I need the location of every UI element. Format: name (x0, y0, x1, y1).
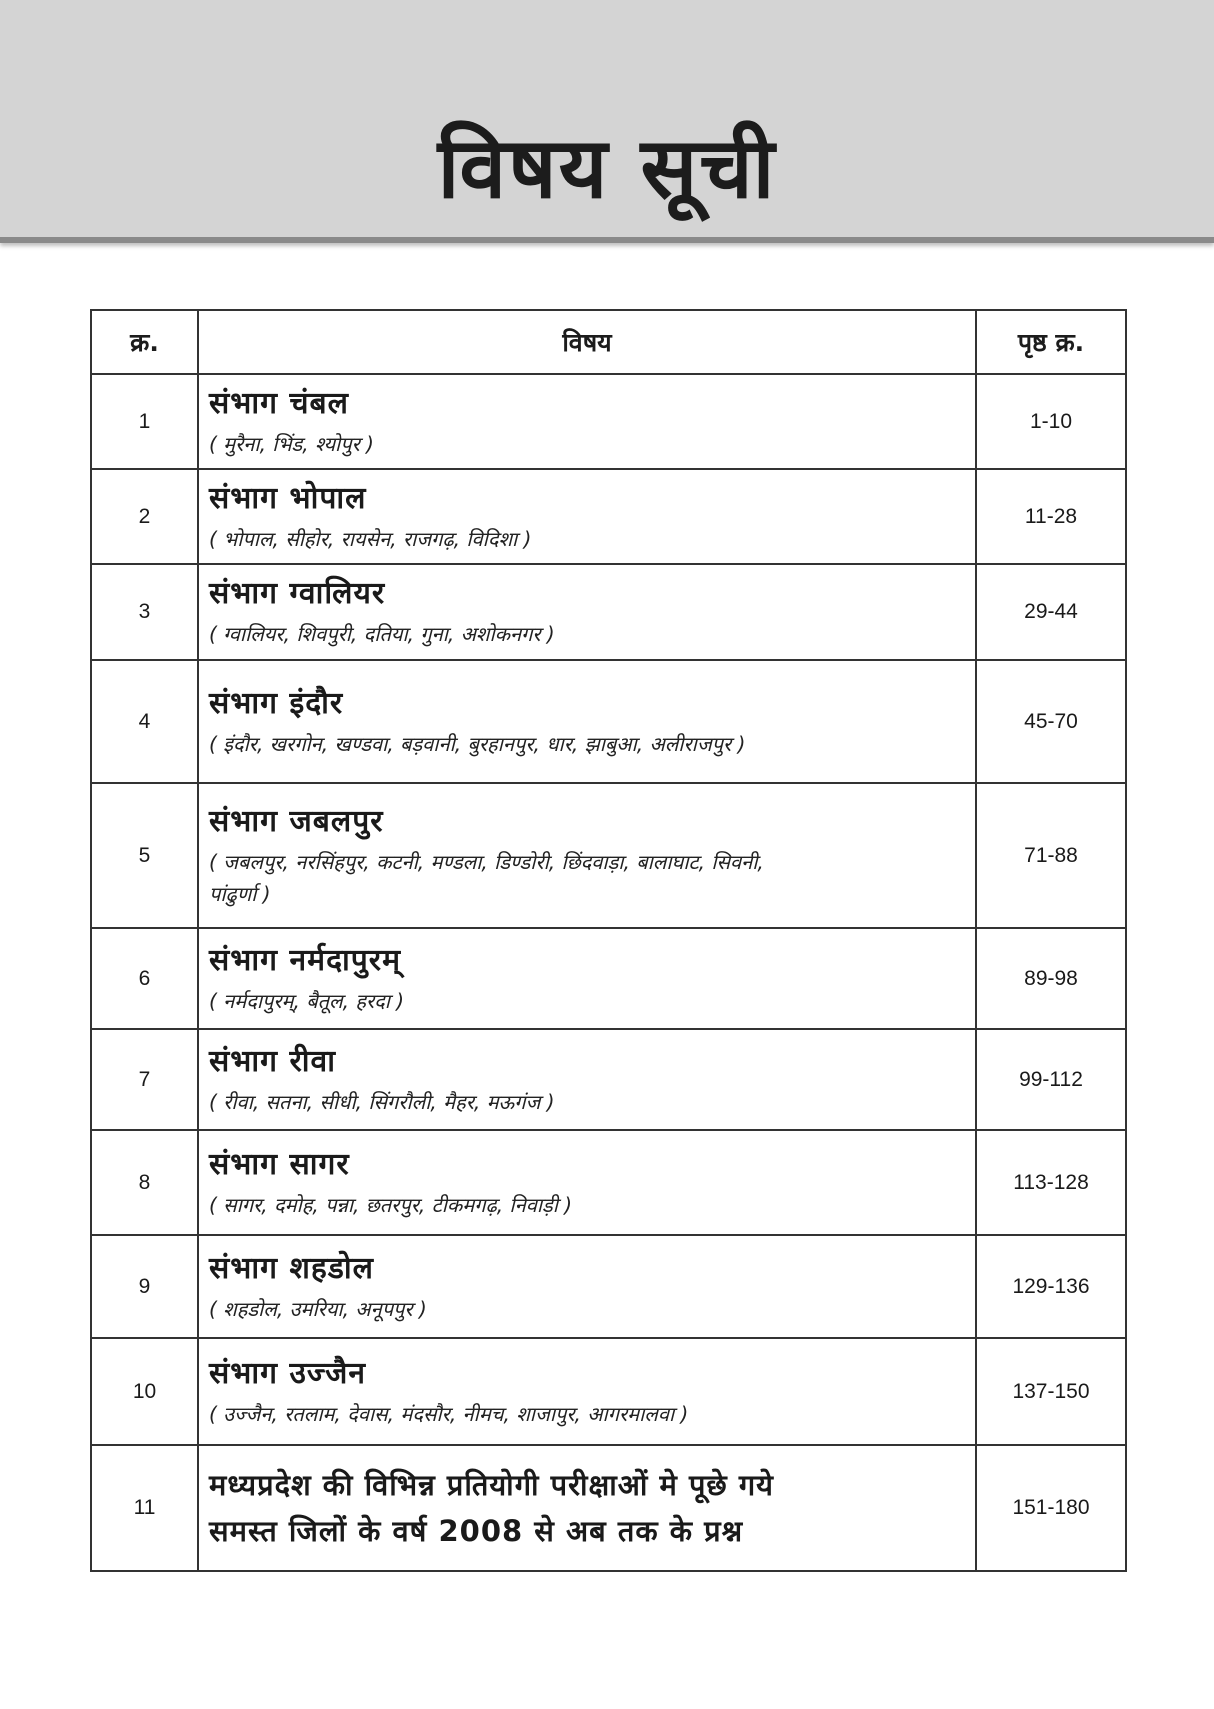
table-row (91, 783, 1126, 928)
row-subject (198, 1338, 976, 1445)
row-subject (198, 660, 976, 783)
row-subject (198, 374, 976, 469)
division-name: संभाग रीवा (209, 1043, 336, 1079)
row-number: 3 (91, 564, 198, 660)
row-number: 8 (91, 1130, 198, 1235)
page-title: विषय सूची (437, 119, 777, 217)
row-subject (198, 564, 976, 660)
district-list: ( नर्मदापुरम्, बैतूल, हरदा ) (209, 988, 405, 1013)
header-serial-number: क्र. (91, 310, 198, 374)
row-page-range: 11-28 (976, 469, 1126, 564)
division-name: संभाग उज्जैन (209, 1355, 366, 1391)
row-number: 10 (91, 1338, 198, 1445)
row-number: 9 (91, 1235, 198, 1338)
title-banner (0, 0, 1214, 243)
division-name: संभाग ग्वालियर (209, 576, 386, 611)
row-page-range: 1-10 (976, 374, 1126, 469)
table-row (91, 928, 1126, 1029)
row-subject (198, 1130, 976, 1235)
row-page-range: 137-150 (976, 1338, 1126, 1445)
division-name: संभाग जबलपुर (209, 803, 384, 839)
row-page-range: 71-88 (976, 783, 1126, 928)
division-name: संभाग नर्मदापुरम् (209, 942, 402, 978)
header-subject: विषय (198, 310, 976, 374)
table-row (91, 1235, 1126, 1338)
row-page-range: 29-44 (976, 564, 1126, 660)
table-row (91, 1029, 1126, 1130)
row-subject (198, 783, 976, 928)
row-subject (198, 1029, 976, 1130)
row-subject (198, 469, 976, 564)
header-page-number: पृष्ठ क्र. (976, 310, 1126, 374)
district-list: ( मुरैना, भिंड, श्योपुर ) (209, 431, 374, 456)
table-row (91, 374, 1126, 469)
row-page-range: 45-70 (976, 660, 1126, 783)
table-row-final (91, 1445, 1126, 1571)
row-number: 4 (91, 660, 198, 783)
district-list: ( सागर, दमोह, पन्ना, छतरपुर, टीकमगढ़, निवाड़ी ) (209, 1192, 573, 1217)
table-row (91, 660, 1126, 783)
district-list: ( भोपाल, सीहोर, रायसेन, राजगढ़, विदिशा ) (209, 526, 532, 551)
row-page-range: 129-136 (976, 1235, 1126, 1338)
row-number: 11 (91, 1445, 198, 1571)
district-list: ( जबलपुर, नरसिंहपुर, कटनी, मण्डला, डिण्डोरी, छिंदवाड़ा, बालाघाट, सिवनी, पांढुर्णा ) (209, 849, 764, 906)
district-list: ( शहडोल, उमरिया, अनूपपुर ) (209, 1296, 427, 1321)
division-name: संभाग सागर (209, 1146, 350, 1182)
row-number: 7 (91, 1029, 198, 1130)
division-name: संभाग इंदौर (209, 685, 344, 721)
row-subject (198, 928, 976, 1029)
final-row-line-1: मध्यप्रदेश की विभिन्न प्रतियोगी परीक्षाओं मे पूछे गये (209, 1468, 774, 1502)
table-row (91, 469, 1126, 564)
division-name: संभाग भोपाल (209, 480, 367, 516)
district-list: ( इंदौर, खरगोन, खण्डवा, बड़वानी, बुरहानपुर, धार, झाबुआ, अलीराजपुर ) (209, 731, 746, 756)
division-name: संभाग शहडोल (209, 1250, 374, 1286)
district-list: ( ग्वालियर, शिवपुरी, दतिया, गुना, अशोकनगर ) (209, 622, 555, 646)
district-list: ( उज्जैन, रतलाम, देवास, मंदसौर, नीमच, शाजापुर, आगरमालवा ) (209, 1401, 689, 1426)
table-row (91, 1338, 1126, 1445)
row-page-range: 99-112 (976, 1029, 1126, 1130)
row-subject (198, 1235, 976, 1338)
row-page-range: 113-128 (976, 1130, 1126, 1235)
table-row (91, 1130, 1126, 1235)
table-header-row (91, 310, 1126, 374)
table-row (91, 564, 1126, 660)
row-number: 1 (91, 374, 198, 469)
row-number: 5 (91, 783, 198, 928)
division-name: संभाग चंबल (209, 385, 349, 421)
row-number: 2 (91, 469, 198, 564)
final-row-line-2: समस्त जिलों के वर्ष 2008 से अब तक के प्रश्न (209, 1514, 744, 1548)
contents-table (90, 309, 1127, 1572)
row-page-range: 151-180 (976, 1445, 1126, 1571)
row-page-range: 89-98 (976, 928, 1126, 1029)
row-number: 6 (91, 928, 198, 1029)
district-list: ( रीवा, सतना, सीधी, सिंगरौली, मैहर, मऊगंज ) (209, 1089, 555, 1114)
row-subject (198, 1445, 976, 1571)
